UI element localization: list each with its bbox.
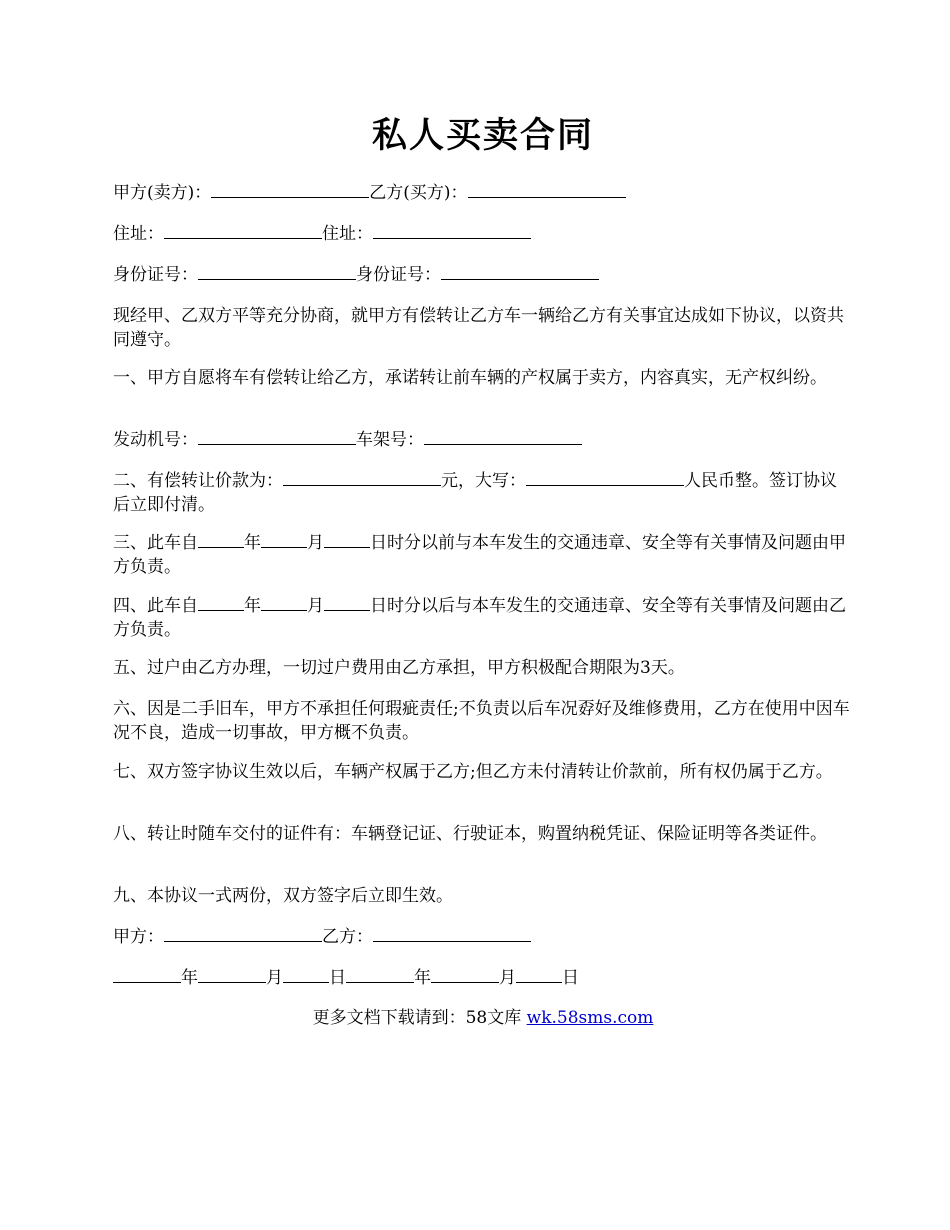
party-b-signature-blank [373,924,531,942]
engine-line [113,427,853,452]
buyer-id-label: 身份证号： [356,265,441,285]
clause-3-day-blank [324,530,370,548]
clause-4-suffix: 日时分以后与本车发生的交通违章、安全等有关事情及问题由乙方负责。 [113,596,846,640]
engine-number-label: 发动机号： [113,430,198,450]
id-line [113,262,853,287]
frame-number-label: 车架号： [356,430,424,450]
buyer-address-blank [373,221,531,239]
footer-text: 更多文档下载请到：58文库 [312,1008,527,1028]
date-b-month-blank [431,965,499,983]
date-a-month: 月 [266,968,283,988]
date-b-day-blank [516,965,562,983]
clause-4-month-blank [261,593,307,611]
clause-2-suffix: 人民币整。签订协议后立即付清。 [113,471,837,515]
clause-4-prefix: 四、此车自 [113,596,198,616]
intro-paragraph: 现经甲、乙双方平等充分协商，就甲方有偿转让乙方车一辆给乙方有关事宜达成如下协议，以资共同遵守。 [113,306,844,350]
engine-number-blank [198,427,356,445]
document-title: 私人买卖合同 [371,115,594,156]
buyer-blank [468,180,626,198]
clause-4-month: 月 [307,596,324,616]
date-a-day-blank [283,965,329,983]
clause-5: 五、过户由乙方办理，一切过户费用由乙方承担，甲方积极配合期限为3天。 [113,658,685,678]
seller-blank [211,180,369,198]
frame-number-blank [424,427,582,445]
signature-line [113,924,853,949]
clause-4-year: 年 [244,596,261,616]
clause-2 [113,468,853,517]
seller-address-blank [164,221,322,239]
clause-3 [113,530,853,579]
clause-1: 一、甲方自愿将车有偿转让给乙方，承诺转让前车辆的产权属于卖方，内容真实，无产权纠纷。 [113,368,827,388]
date-b-year-blank [346,965,414,983]
seller-id-blank [198,262,356,280]
seller-id-label: 身份证号： [113,265,198,285]
party-a-signature-label: 甲方： [113,927,164,947]
clause-3-month: 月 [307,533,324,553]
address-line [113,221,853,246]
clause-7: 七、双方签字协议生效以后，车辆产权属于乙方;但乙方未付清转让价款前，所有权仍属于乙方。 [113,762,833,782]
clause-3-suffix: 日时分以前与本车发生的交通违章、安全等有关事情及问题由甲方负责。 [113,533,846,577]
clause-6: 六、因是二手旧车，甲方不承担任何瑕疵责任;不负责以后车况孬好及维修费用，乙方在使用中因车况不良，造成一切事故，甲方概不负责。 [113,699,850,743]
date-a-day: 日 [329,968,346,988]
date-b-year: 年 [414,968,431,988]
date-a-year-blank [113,965,181,983]
clause-3-year-blank [198,530,244,548]
clause-2-yuan: 元，大写： [441,471,526,491]
date-a-month-blank [198,965,266,983]
clause-2-prefix: 二、有偿转让价款为： [113,471,283,491]
clause-8: 八、转让时随车交付的证件有：车辆登记证、行驶证本，购置纳税凭证、保险证明等各类证件。 [113,824,827,844]
clause-3-month-blank [261,530,307,548]
price-words-blank [526,468,684,486]
buyer-address-label: 住址： [322,224,373,244]
price-blank [283,468,441,486]
parties-line [113,180,853,205]
clause-3-prefix: 三、此车自 [113,533,198,553]
date-b-month: 月 [499,968,516,988]
seller-label: 甲方(卖方)： [113,183,212,203]
seller-address-label: 住址： [113,224,164,244]
download-footer [113,1006,853,1030]
footer-link[interactable]: wk.58sms.com [526,1008,654,1028]
clause-4-day-blank [324,593,370,611]
date-line [113,965,853,990]
buyer-label: 乙方(买方)： [369,183,468,203]
clause-3-year: 年 [244,533,261,553]
buyer-id-blank [441,262,599,280]
date-a-year: 年 [181,968,198,988]
clause-4-year-blank [198,593,244,611]
date-b-day: 日 [562,968,579,988]
clause-9: 九、本协议一式两份，双方签字后立即生效。 [113,886,453,906]
party-a-signature-blank [164,924,322,942]
clause-4 [113,593,853,642]
party-b-signature-label: 乙方： [322,927,373,947]
